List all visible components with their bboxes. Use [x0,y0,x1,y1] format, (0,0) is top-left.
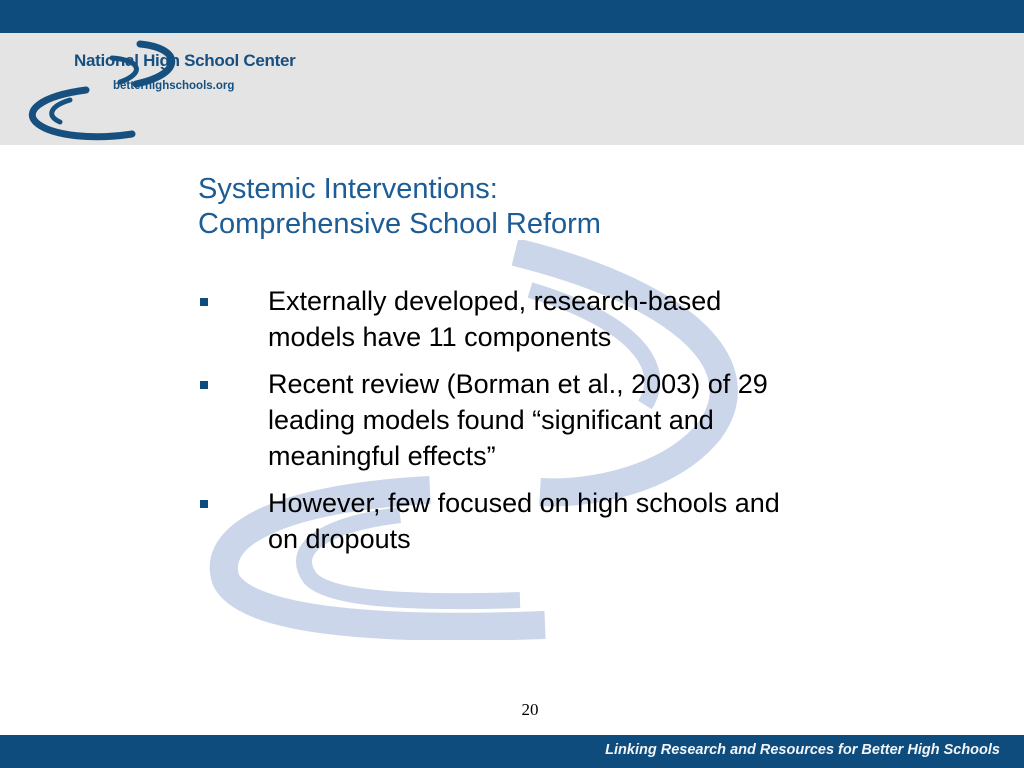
slide-title-line-2: Comprehensive School Reform [198,208,601,240]
square-bullet-icon [200,298,208,306]
bullet-line: Recent review (Borman et al., 2003) of 29 [268,369,768,399]
logo-name: National High School Center [74,51,296,70]
bullet-list [198,283,958,568]
bullet-line: on dropouts [268,524,411,554]
bullet-item [198,366,958,474]
slide-title [198,172,601,242]
bullet-item [198,485,958,557]
bullet-line: Externally developed, research-based [268,286,722,316]
bullet-line: models have 11 components [268,322,612,352]
square-bullet-icon [200,500,208,508]
footer-tagline: Linking Research and Resources for Better High Schools [605,742,1000,758]
square-bullet-icon [200,381,208,389]
top-bar [0,0,1024,33]
bullet-line: leading models found “significant and [268,405,714,435]
footer-bar [0,735,1024,768]
logo-url: betterhighschools.org [113,80,235,92]
page-number: 20 [521,700,539,719]
bullet-line: However, few focused on high schools and [268,488,780,518]
bullet-line: meaningful effects” [268,441,496,471]
slide-title-line-1: Systemic Interventions: [198,173,498,205]
bullet-item [198,283,958,355]
